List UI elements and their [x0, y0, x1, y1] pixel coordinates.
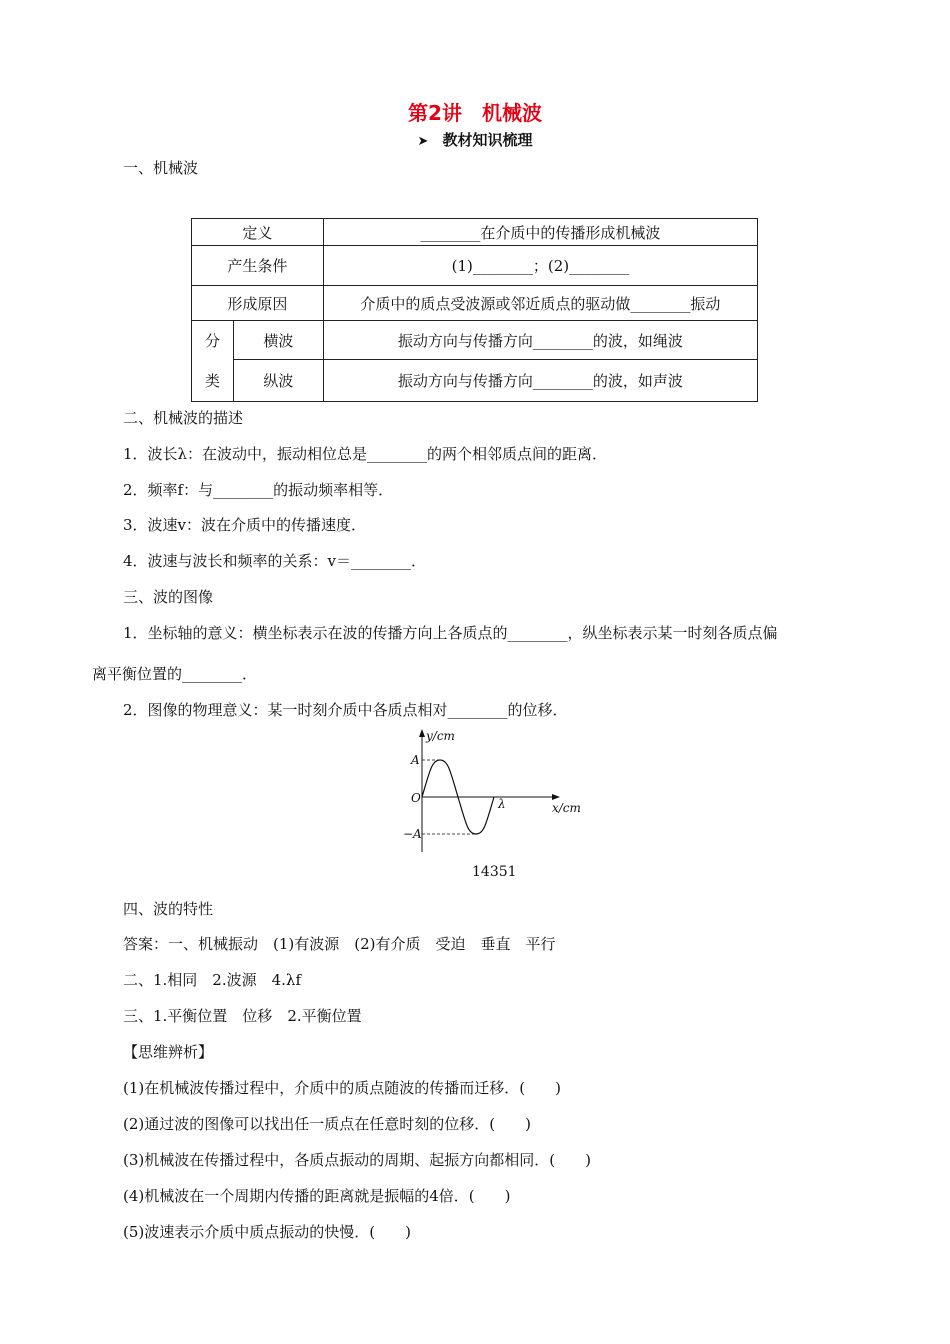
table-cell-cause-label: 形成原因: [192, 286, 324, 321]
thinking-item-4: (4)机械波在一个周期内传播的距离就是振幅的4倍．( ): [123, 1187, 511, 1205]
table-cell-definition-label: 定义: [192, 219, 324, 246]
figure-caption: 14351: [472, 864, 517, 880]
table-cell-transverse-value: 振动方向与传播方向________的波，如绳波: [323, 321, 757, 360]
x-axis-arrow-icon: [552, 794, 560, 800]
label-amplitude: A: [411, 753, 420, 767]
table-cell-transverse-label: 横波: [233, 321, 323, 360]
thinking-item-1: (1)在机械波传播过程中，介质中的质点随波的传播而迁移．( ): [123, 1079, 561, 1097]
answer-line-2: 二、1.相同 2.波源 4.λf: [123, 971, 301, 989]
text-axis-meaning: 1．坐标轴的意义：横坐标表示在波的传播方向上各质点的________，纵坐标表示某一时刻各质点偏: [123, 624, 778, 642]
section-subtitle: [0, 130, 950, 152]
y-axis-arrow-icon: [419, 729, 425, 737]
heading-thinking: 【思维辨析】: [123, 1043, 214, 1061]
thinking-item-3: (3)机械波在传播过程中，各质点振动的周期、起振方向都相同．( ): [123, 1151, 591, 1169]
classification-char-2: 类: [204, 372, 220, 390]
heading-mechanical-wave: 一、机械波: [123, 159, 199, 177]
answer-line-1: 答案：一、机械振动 (1)有波源 (2)有介质 受迫 垂直 平行: [123, 935, 556, 953]
text-speed-relation: 4．波速与波长和频率的关系：v＝________．: [123, 552, 427, 570]
table-cell-longitudinal-label: 纵波: [233, 360, 323, 402]
label-negative-amplitude: −A: [403, 827, 422, 841]
text-wavelength: 1．波长λ：在波动中，振动相位总是________的两个相邻质点间的距离．: [123, 445, 608, 463]
table-cell-condition-value: (1)________；(2)________: [323, 246, 757, 286]
thinking-item-2: (2)通过波的图像可以找出任一质点在任意时刻的位移．( ): [123, 1115, 531, 1133]
table-cell-longitudinal-value: 振动方向与传播方向________的波，如声波: [323, 360, 757, 402]
thinking-item-5: (5)波速表示介质中质点振动的快慢．( ): [123, 1223, 411, 1241]
table-cell-classification-label: [192, 321, 234, 402]
page-title: 第2讲 机械波: [408, 101, 542, 125]
text-graph-meaning: 2．图像的物理意义：某一时刻介质中各质点相对________的位移．: [123, 701, 568, 719]
heading-wave-graph: 三、波的图像: [123, 588, 214, 606]
text-axis-meaning-cont: 离平衡位置的________．: [92, 665, 258, 683]
y-axis-label: y/cm: [426, 729, 455, 743]
table-cell-condition-label: 产生条件: [192, 246, 324, 286]
x-axis-label: x/cm: [552, 801, 581, 815]
table-cell-definition-value: ________在介质中的传播形成机械波: [323, 219, 757, 246]
label-origin: O: [411, 791, 421, 805]
table-cell-cause-value: 介质中的质点受波源或邻近质点的驱动做________振动: [323, 286, 757, 321]
knowledge-table: [191, 218, 758, 402]
classification-char-1: 分: [204, 332, 220, 350]
label-wavelength: λ: [498, 797, 506, 811]
text-frequency: 2．频率f：与________的振动频率相等．: [123, 481, 394, 499]
heading-wave-properties: 四、波的特性: [123, 900, 214, 918]
arrow-bullet-icon: ➤: [417, 134, 429, 149]
text-wave-speed: 3．波速v：波在介质中的传播速度．: [123, 516, 367, 534]
subtitle-text: 教材知识梳理: [442, 131, 533, 149]
answer-line-3: 三、1.平衡位置 位移 2.平衡位置: [123, 1007, 362, 1025]
wave-graph-figure: [388, 728, 588, 858]
heading-wave-description: 二、机械波的描述: [123, 409, 244, 427]
